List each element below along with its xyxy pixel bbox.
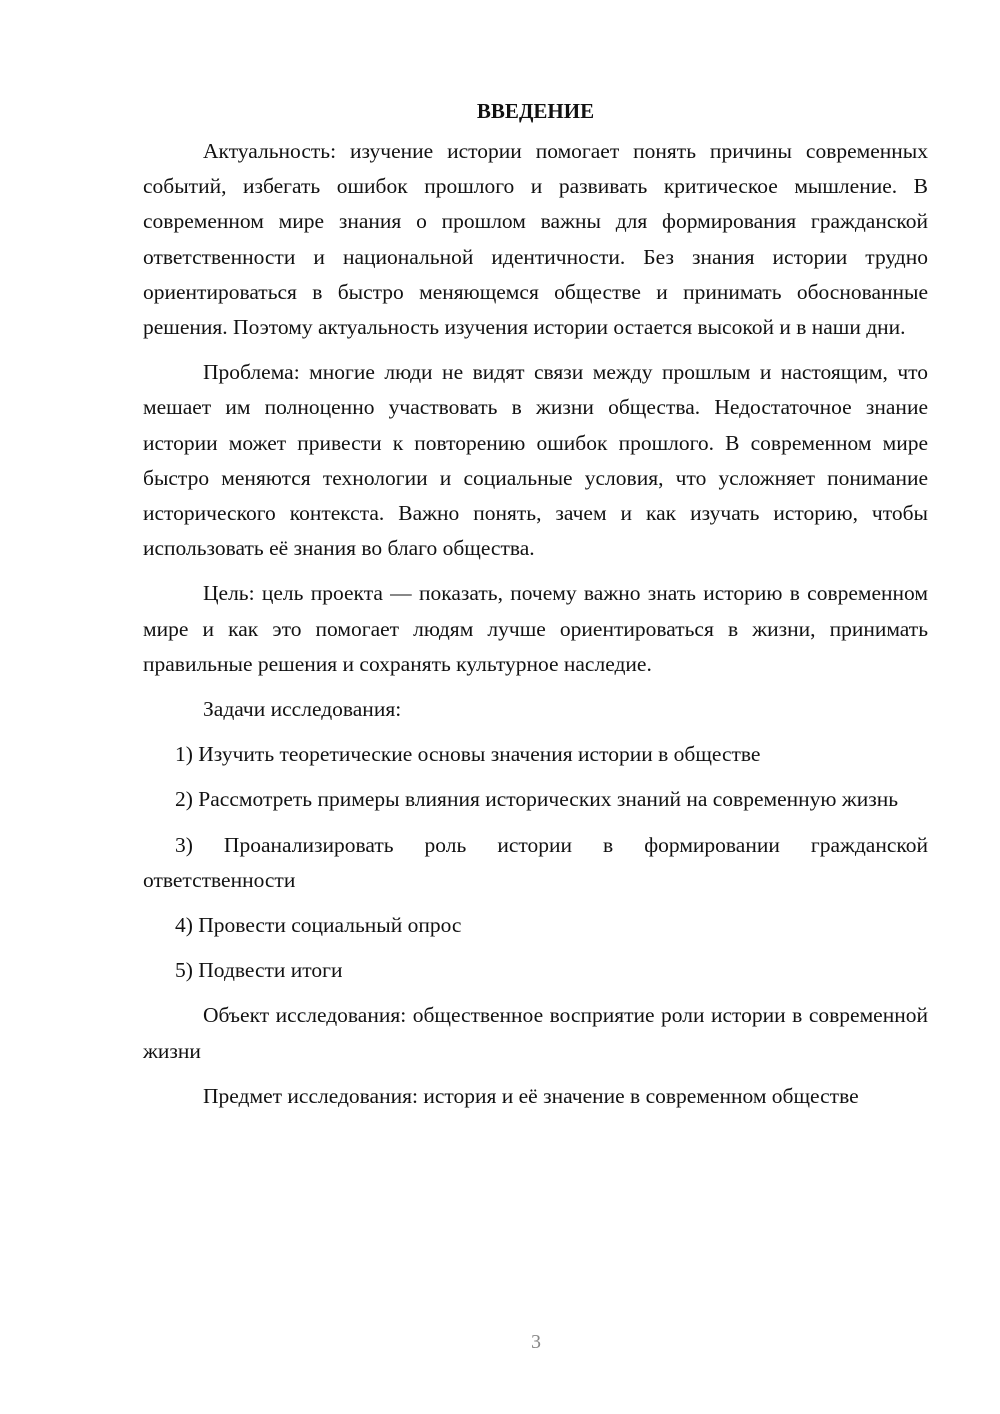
paragraph-problem: Проблема: многие люди не видят связи между прошлым и настоящим, что мешает им полноценно участвовать в жизни общества. Недостаточное знание истории может привести к повторению ошибок прошлого. В современном мире быстро меняются технологии и социальные условия, что усложняет понимание исторического контекста. Важно понять, зачем и как изучать историю, чтобы использовать её знания во благо общества. [143,360,928,561]
task-item-1: 1) Изучить теоретические основы значения истории в обществе [175,742,761,767]
page-content [143,94,928,1124]
task-item-5: 5) Подвести итоги [175,958,343,983]
paragraph-relevance: Актуальность: изучение истории помогает понять причины современных событий, избегать ошибок прошлого и развивать критическое мышление. В современном мире знания о прошлом важны для формирования гражданской ответственности и национальной идентичности. Без знания истории трудно ориентироваться в быстро меняющемся обществе и принимать обоснованные решения. Поэтому актуальность изучения истории остается высокой и в наши дни. [143,139,928,340]
task-item-3: 3) Проанализировать роль истории в формировании гражданской ответственности [143,832,928,892]
tasks-heading: Задачи исследования: [203,697,402,722]
paragraph-subject: Предмет исследования: история и её значение в современном обществе [203,1083,859,1108]
task-item-4: 4) Провести социальный опрос [175,913,462,938]
paragraph-goal: Цель: цель проекта — показать, почему важно знать историю в современном мире и как это помогает людям лучше ориентироваться в жизни, принимать правильные решения и сохранять культурное наследие. [143,581,928,676]
page-number: 3 [531,1331,541,1353]
page-title: ВВЕДЕНИЕ [476,99,595,123]
paragraph-object: Объект исследования: общественное восприятие роли истории в современной жизни [143,1003,928,1063]
task-item-2: 2) Рассмотреть примеры влияния исторических знаний на современную жизнь [175,787,899,812]
